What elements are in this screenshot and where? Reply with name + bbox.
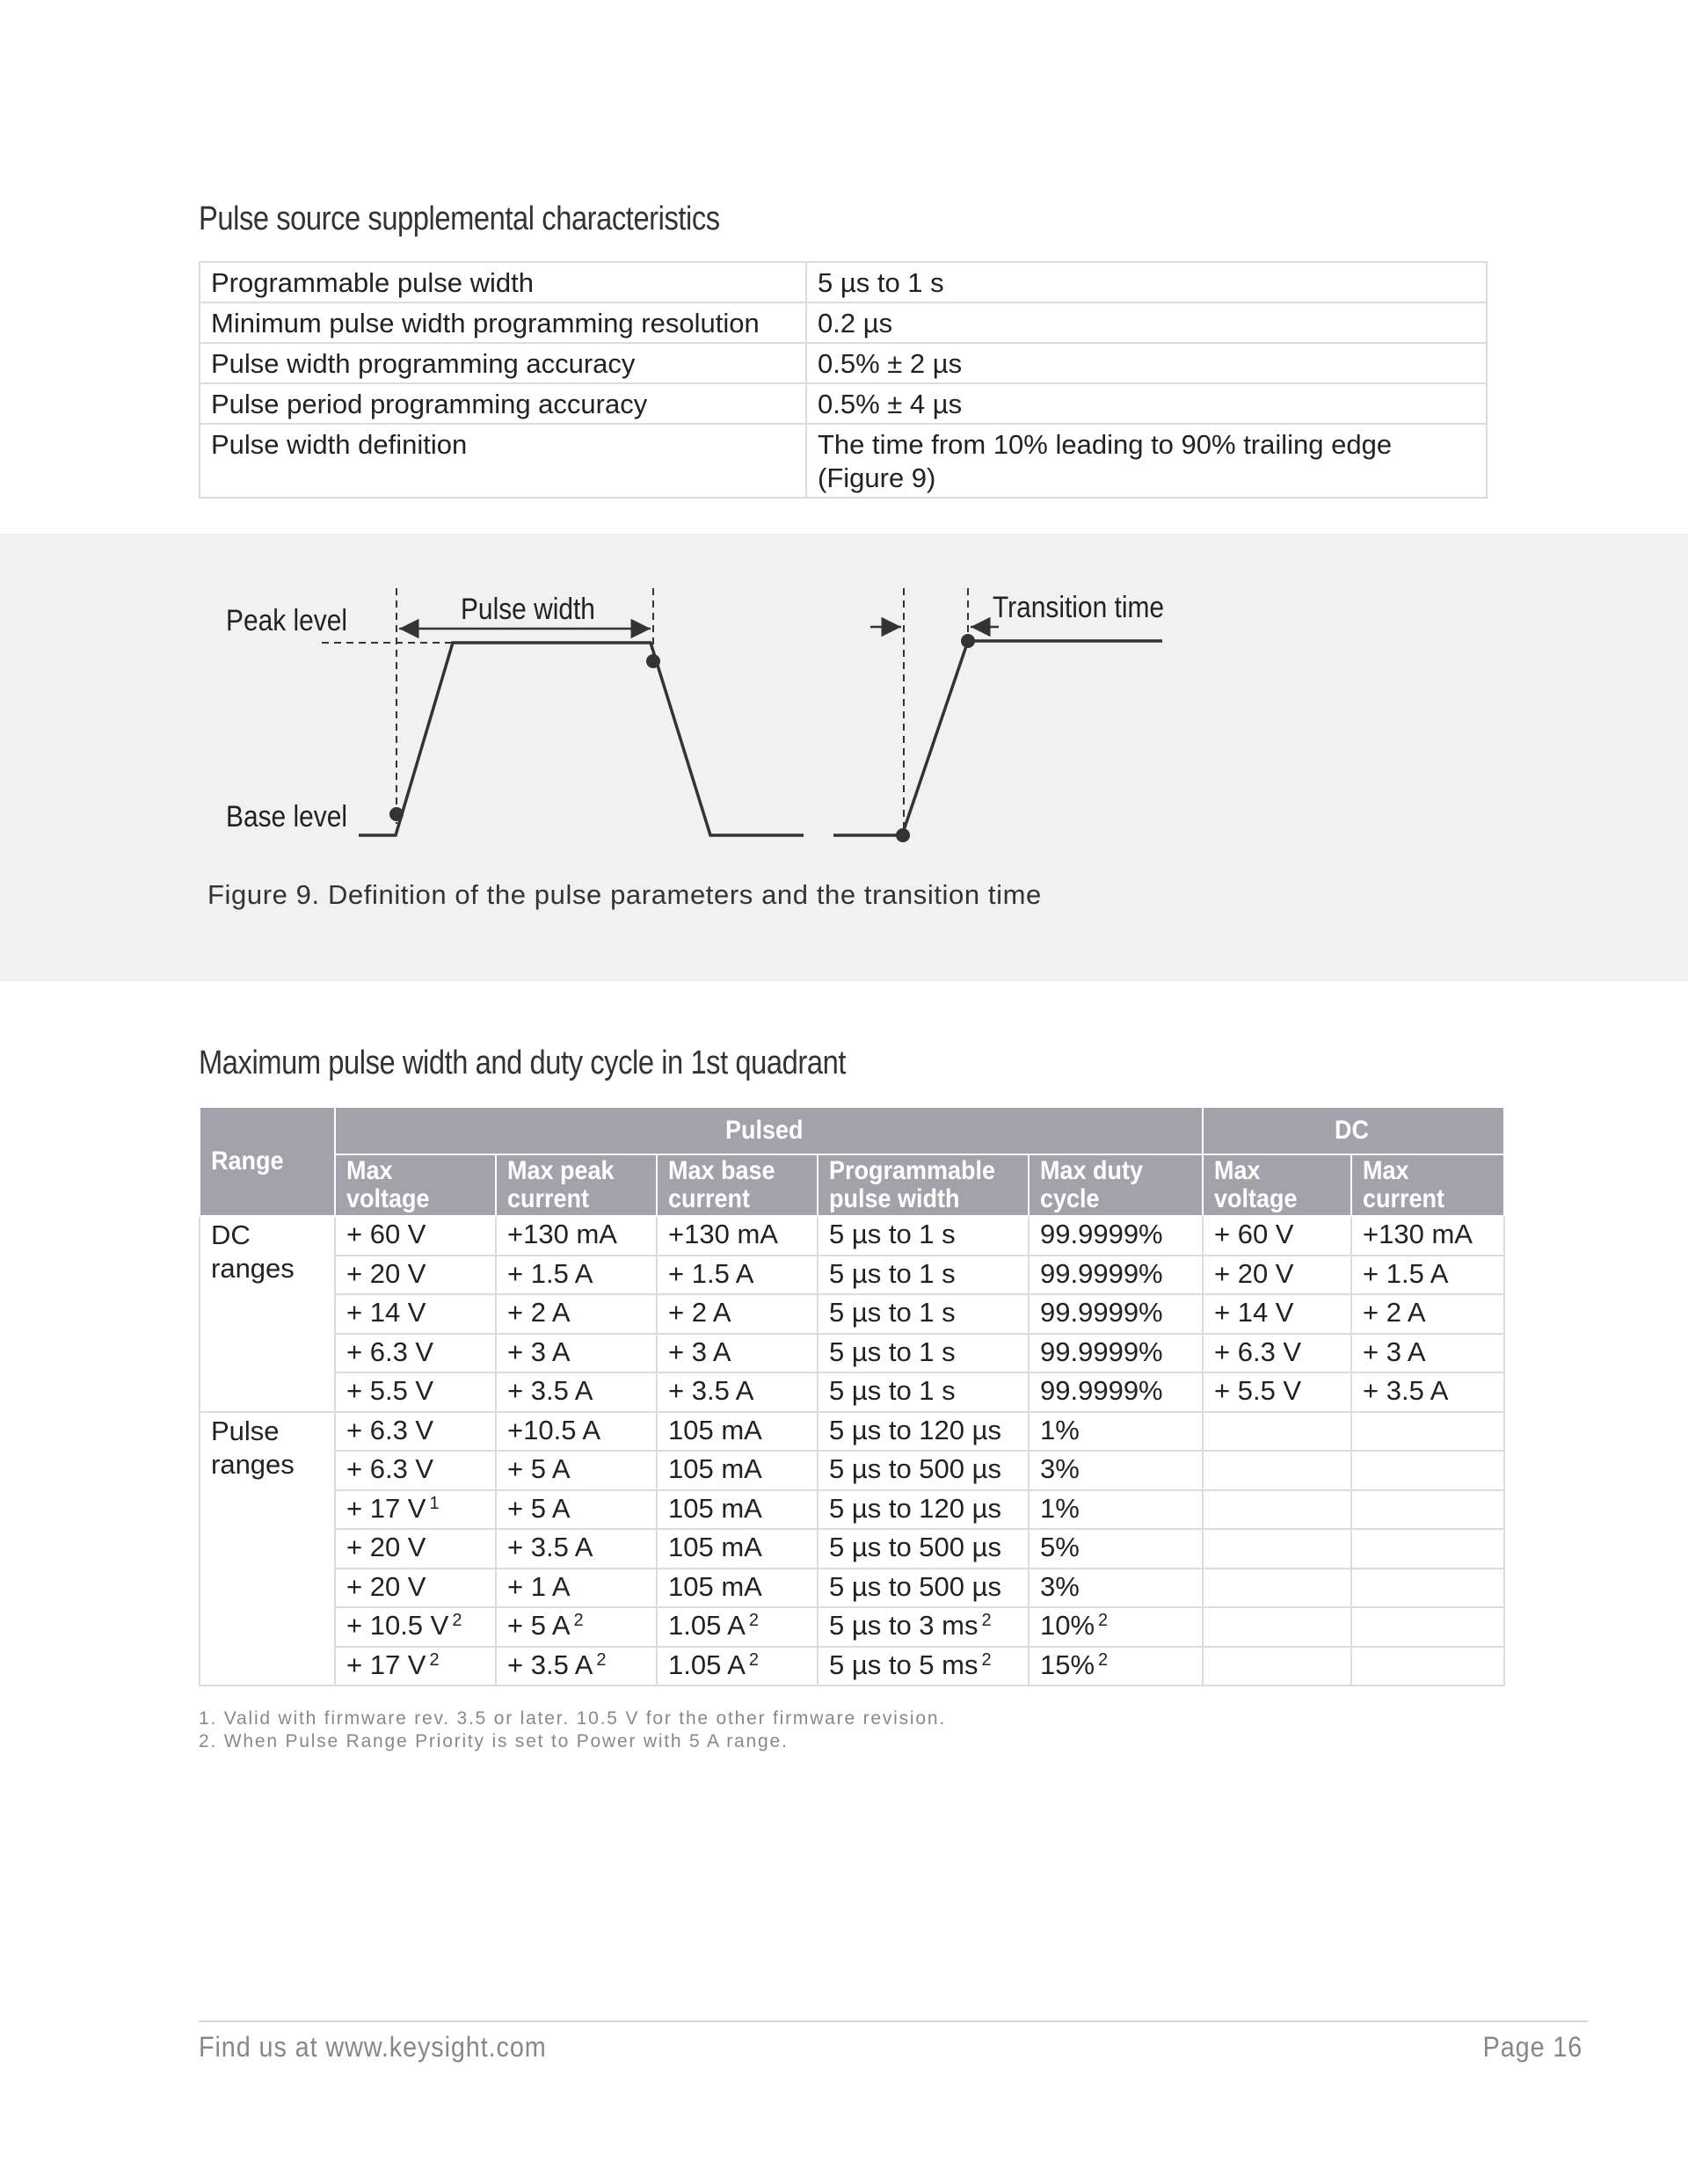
table-cell: [1351, 1569, 1504, 1608]
table-cell: [335, 1569, 496, 1608]
characteristic-value: 5 µs to 1 s: [806, 262, 1487, 302]
table-cell: [818, 1647, 1029, 1686]
cell-value: 5%: [1040, 1532, 1080, 1562]
cell-value: 5 µs to 1 s: [829, 1375, 956, 1406]
cell-value: + 1.5 A: [668, 1257, 754, 1289]
pulse-diagram: [0, 534, 1688, 981]
header-dc-max-voltage: Max voltage: [1203, 1154, 1351, 1216]
cell-value: 5 µs to 5 ms: [829, 1649, 979, 1680]
table-cell: [1351, 1490, 1504, 1530]
cell-value: + 60 V: [346, 1219, 426, 1249]
header-max-base-current: Max base current: [657, 1154, 818, 1216]
footnote-marker: 2: [573, 1611, 584, 1630]
table-cell: [1029, 1372, 1203, 1412]
table-cell: [1351, 1372, 1504, 1412]
cell-value: + 5 A: [507, 1492, 571, 1524]
cell-value: +10.5 A: [507, 1414, 601, 1445]
footer-page-number: Page 16: [1482, 2031, 1582, 2063]
table-row: [200, 1607, 1504, 1647]
table-cell: [818, 1451, 1029, 1490]
cell-value: + 20 V: [346, 1570, 426, 1602]
table-cell: [1351, 1451, 1504, 1490]
table-cell: [335, 1647, 496, 1686]
header-max-peak-current: Max peak current: [496, 1154, 657, 1216]
cell-value: 5 µs to 500 µs: [829, 1532, 1001, 1562]
header-programmable-pulse-width: Programmable pulse width: [818, 1154, 1029, 1216]
cell-value: + 1.5 A: [1363, 1257, 1449, 1289]
header-range: Range: [200, 1107, 335, 1216]
table-cell: [657, 1607, 818, 1647]
table-cell: [657, 1412, 818, 1452]
table-row: [200, 1256, 1504, 1295]
table-cell: [657, 1490, 818, 1530]
footnote-marker: 2: [748, 1611, 760, 1630]
cell-value: 5 µs to 500 µs: [829, 1570, 1001, 1602]
footnotes: [199, 1707, 946, 1753]
cell-value: + 3.5 A: [507, 1375, 593, 1406]
cell-value: 5 µs to 3 ms: [829, 1610, 979, 1641]
table-row: [200, 1490, 1504, 1530]
transition-end-point: [961, 634, 975, 648]
table-cell: [1203, 1607, 1351, 1647]
table-cell: [1029, 1529, 1203, 1569]
characteristic-value: 0.5% ± 4 µs: [806, 383, 1487, 424]
footnote-marker: 2: [1098, 1649, 1109, 1670]
table-row: [200, 343, 1487, 383]
header-dc-group: DC: [1203, 1107, 1504, 1154]
cell-value: + 17 V: [346, 1492, 426, 1524]
cell-value: 5 µs to 1 s: [829, 1219, 956, 1249]
characteristic-label: Minimum pulse width programming resolution: [200, 302, 806, 343]
table-cell: [496, 1412, 657, 1452]
table-cell: [496, 1372, 657, 1412]
peak-level-label: Peak level: [226, 603, 348, 637]
figure-caption: Figure 9. Definition of the pulse parameters and the transition time: [207, 879, 1042, 910]
table-cell: [818, 1607, 1029, 1647]
cell-value: 99.9999%: [1040, 1219, 1163, 1249]
cell-value: 5 µs to 1 s: [829, 1297, 956, 1328]
table-cell: [1029, 1334, 1203, 1373]
table-cell: [657, 1334, 818, 1373]
cell-value: + 2 A: [507, 1297, 571, 1328]
cell-value: + 1.5 A: [507, 1257, 593, 1289]
cell-value: + 6.3 V: [1214, 1336, 1302, 1367]
trailing-edge-point: [646, 654, 660, 668]
characteristic-label: Programmable pulse width: [200, 262, 806, 302]
cell-value: + 20 V: [346, 1257, 426, 1289]
table-cell: [1351, 1334, 1504, 1373]
table-row: [200, 1451, 1504, 1490]
table-cell: [335, 1490, 496, 1530]
table-cell: [335, 1216, 496, 1256]
table-cell: [818, 1372, 1029, 1412]
footer-website: Find us at www.keysight.com: [199, 2031, 547, 2063]
table-row: [200, 302, 1487, 343]
cell-value: +130 mA: [507, 1219, 617, 1249]
table-cell: [657, 1372, 818, 1412]
cell-value: + 2 A: [668, 1297, 731, 1328]
dc-ranges-label: DC ranges: [200, 1216, 335, 1412]
cell-value: 105 mA: [668, 1532, 762, 1562]
table-cell: [818, 1412, 1029, 1452]
table-cell: [818, 1334, 1029, 1373]
table-cell: [657, 1529, 818, 1569]
pulse-source-characteristics-table: [199, 261, 1488, 499]
cell-value: 99.9999%: [1040, 1336, 1163, 1367]
table-cell: [496, 1216, 657, 1256]
footnote-marker: 2: [452, 1611, 462, 1630]
table-cell: [1203, 1294, 1351, 1334]
table-cell: [1029, 1451, 1203, 1490]
header-max-voltage: Max voltage: [335, 1154, 496, 1216]
cell-value: + 5 A: [507, 1453, 571, 1484]
cell-value: 1.05 A: [668, 1610, 746, 1641]
cell-value: + 3 A: [507, 1336, 571, 1367]
cell-value: 10%: [1040, 1610, 1095, 1641]
characteristic-label: Pulse width programming accuracy: [200, 343, 806, 383]
cell-value: 105 mA: [668, 1414, 762, 1445]
table-cell: [335, 1334, 496, 1373]
characteristic-value: 0.5% ± 2 µs: [806, 343, 1487, 383]
footnote-marker: 2: [1098, 1611, 1109, 1630]
table-cell: [1351, 1256, 1504, 1295]
table-cell: [818, 1294, 1029, 1334]
base-level-point: [389, 807, 404, 821]
table-cell: [1351, 1294, 1504, 1334]
cell-value: + 3.5 A: [1363, 1375, 1449, 1406]
cell-value: + 3 A: [1363, 1336, 1426, 1367]
cell-value: +130 mA: [1363, 1219, 1473, 1249]
table-cell: [1203, 1256, 1351, 1295]
section-title-pulse-source: Pulse source supplemental characteristics: [199, 200, 720, 237]
cell-value: 5 µs to 1 s: [829, 1336, 956, 1367]
table-row: [200, 1216, 1504, 1256]
cell-value: + 60 V: [1214, 1219, 1294, 1249]
table-cell: [496, 1529, 657, 1569]
table-cell: [1029, 1569, 1203, 1608]
cell-value: + 10.5 V: [346, 1610, 449, 1641]
table-cell: [1351, 1216, 1504, 1256]
table-cell: [1029, 1256, 1203, 1295]
table-cell: [1351, 1607, 1504, 1647]
cell-value: +130 mA: [668, 1219, 778, 1249]
cell-value: 5 µs to 120 µs: [829, 1492, 1001, 1524]
table-cell: [1203, 1569, 1351, 1608]
table-cell: [818, 1490, 1029, 1530]
cell-value: + 2 A: [1363, 1297, 1426, 1328]
base-level-label: Base level: [226, 799, 348, 834]
characteristic-value: The time from 10% leading to 90% trailing edge (Figure 9): [806, 424, 1487, 498]
table-cell: [657, 1569, 818, 1608]
table-cell: [1203, 1412, 1351, 1452]
cell-value: 5 µs to 1 s: [829, 1257, 956, 1289]
section-title-max-pulse-width: Maximum pulse width and duty cycle in 1st quadrant: [199, 1045, 846, 1081]
transition-start-point: [896, 828, 910, 842]
table-cell: [818, 1216, 1029, 1256]
cell-value: 1%: [1040, 1492, 1080, 1524]
cell-value: + 5.5 V: [346, 1375, 434, 1406]
footnote-marker: 2: [981, 1649, 992, 1670]
cell-value: 99.9999%: [1040, 1257, 1163, 1289]
header-pulsed-group: Pulsed: [335, 1107, 1203, 1154]
table-cell: [657, 1216, 818, 1256]
table-cell: [1203, 1490, 1351, 1530]
table-cell: [657, 1647, 818, 1686]
pulse-width-label: Pulse width: [461, 592, 595, 626]
cell-value: + 1 A: [507, 1570, 571, 1602]
table-cell: [496, 1607, 657, 1647]
table-cell: [335, 1294, 496, 1334]
table-cell: [657, 1451, 818, 1490]
table-row: [200, 424, 1487, 498]
table-cell: [1203, 1372, 1351, 1412]
pulse-ranges-label: Pulse ranges: [200, 1412, 335, 1686]
table-cell: [335, 1412, 496, 1452]
pulse-waveform: [359, 643, 804, 835]
table-row: [200, 262, 1487, 302]
table-cell: [1203, 1451, 1351, 1490]
table-cell: [657, 1294, 818, 1334]
transition-waveform: [833, 641, 1162, 835]
cell-value: 1%: [1040, 1414, 1080, 1445]
cell-value: + 3 A: [668, 1336, 731, 1367]
table-cell: [1351, 1529, 1504, 1569]
footnote-marker: 2: [429, 1649, 440, 1670]
max-pulse-width-table: [199, 1106, 1505, 1686]
table-row: [200, 1569, 1504, 1608]
cell-value: + 6.3 V: [346, 1414, 434, 1445]
characteristic-label: Pulse period programming accuracy: [200, 383, 806, 424]
cell-value: 3%: [1040, 1453, 1080, 1484]
table-cell: [1029, 1294, 1203, 1334]
table-cell: [657, 1256, 818, 1295]
cell-value: + 6.3 V: [346, 1336, 434, 1367]
cell-value: 105 mA: [668, 1492, 762, 1524]
header-dc-max-current: Max current: [1351, 1154, 1504, 1216]
characteristic-value: 0.2 µs: [806, 302, 1487, 343]
table-cell: [1203, 1529, 1351, 1569]
table-cell: [818, 1529, 1029, 1569]
table-cell: [818, 1256, 1029, 1295]
cell-value: 15%: [1040, 1649, 1095, 1680]
footnote-marker: 2: [981, 1611, 992, 1630]
cell-value: + 20 V: [346, 1532, 426, 1562]
table-cell: [335, 1529, 496, 1569]
table-cell: [1029, 1607, 1203, 1647]
table-cell: [1029, 1490, 1203, 1530]
cell-value: 105 mA: [668, 1570, 762, 1602]
cell-value: 3%: [1040, 1570, 1080, 1602]
cell-value: + 20 V: [1214, 1257, 1294, 1289]
table-cell: [496, 1256, 657, 1295]
cell-value: + 14 V: [1214, 1297, 1294, 1328]
cell-value: + 3.5 A: [507, 1649, 593, 1680]
table-cell: [496, 1334, 657, 1373]
table-cell: [818, 1569, 1029, 1608]
table-cell: [1203, 1216, 1351, 1256]
cell-value: + 3.5 A: [507, 1532, 593, 1562]
transition-time-label: Transition time: [993, 590, 1165, 624]
footnote-1: 1. Valid with firmware rev. 3.5 or later. 10.5 V for the other firmware revision.: [199, 1708, 946, 1729]
cell-value: + 3.5 A: [668, 1375, 754, 1406]
cell-value: + 14 V: [346, 1297, 426, 1328]
footnote-marker: 1: [429, 1493, 440, 1513]
table-cell: [1029, 1647, 1203, 1686]
footnote-2: 2. When Pulse Range Priority is set to Power with 5 A range.: [199, 1731, 789, 1751]
table-cell: [496, 1569, 657, 1608]
table-row: [200, 1334, 1504, 1373]
table-row: [200, 1372, 1504, 1412]
table-cell: [1351, 1412, 1504, 1452]
table-cell: [335, 1256, 496, 1295]
figure-9-panel: [0, 534, 1688, 981]
cell-value: 1.05 A: [668, 1649, 746, 1680]
table-cell: [496, 1451, 657, 1490]
cell-value: + 6.3 V: [346, 1453, 434, 1484]
cell-value: + 5.5 V: [1214, 1375, 1302, 1406]
cell-value: 105 mA: [668, 1453, 762, 1484]
cell-value: 99.9999%: [1040, 1297, 1163, 1328]
table-row: [200, 1294, 1504, 1334]
table-row: [200, 1412, 1504, 1452]
table-cell: [1029, 1216, 1203, 1256]
footnote-marker: 2: [596, 1649, 607, 1670]
table-row: [200, 383, 1487, 424]
footnote-marker: 2: [748, 1649, 760, 1670]
table-cell: [1029, 1412, 1203, 1452]
header-max-duty-cycle: Max duty cycle: [1029, 1154, 1203, 1216]
cell-value: 99.9999%: [1040, 1375, 1163, 1406]
characteristic-label: Pulse width definition: [200, 424, 806, 498]
cell-value: 5 µs to 120 µs: [829, 1414, 1001, 1445]
table-cell: [496, 1294, 657, 1334]
table-row: [200, 1529, 1504, 1569]
cell-value: + 17 V: [346, 1649, 426, 1680]
cell-value: 5 µs to 500 µs: [829, 1453, 1001, 1484]
table-cell: [1351, 1647, 1504, 1686]
table-cell: [335, 1607, 496, 1647]
table-cell: [1203, 1647, 1351, 1686]
table-cell: [496, 1490, 657, 1530]
table-row: [200, 1647, 1504, 1686]
footer-divider: [199, 2020, 1588, 2022]
table-cell: [496, 1647, 657, 1686]
cell-value: + 5 A: [507, 1610, 571, 1641]
table-cell: [335, 1451, 496, 1490]
table-cell: [1203, 1334, 1351, 1373]
table-cell: [335, 1372, 496, 1412]
